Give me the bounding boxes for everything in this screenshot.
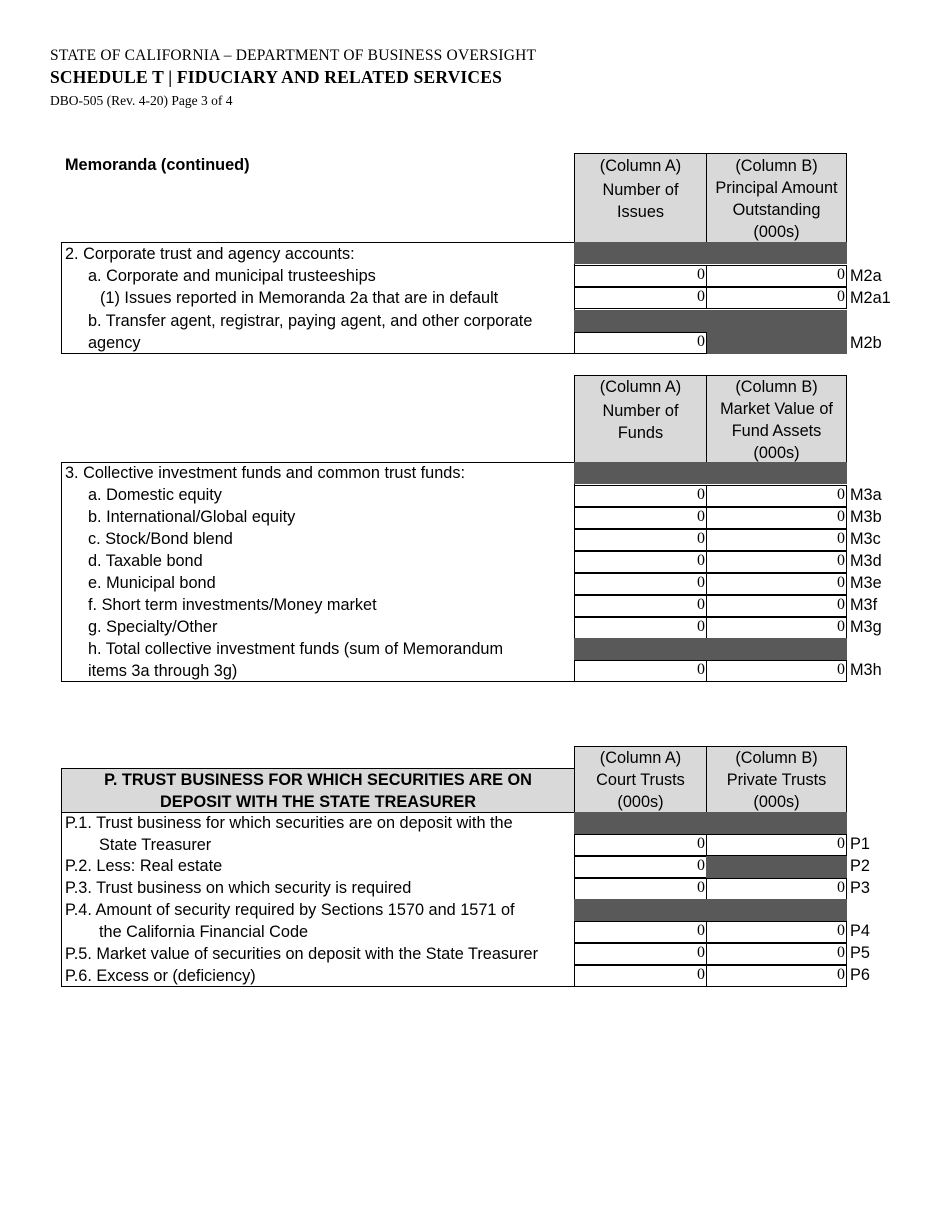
- input-P2-a[interactable]: 0: [574, 856, 707, 878]
- code-M3e: M3e: [850, 574, 882, 592]
- row-label-M2b-cont: agency: [88, 334, 141, 352]
- input-M3d-b[interactable]: 0: [706, 551, 847, 573]
- sec2-heading: 2. Corporate trust and agency accounts:: [65, 245, 355, 263]
- shaded-cell: [574, 310, 847, 332]
- row-label-M2a: a. Corporate and municipal trusteeships: [88, 267, 376, 285]
- input-M3c-a[interactable]: 0: [574, 529, 707, 551]
- row-label-P3: P.3. Trust business on which security is required: [65, 879, 412, 897]
- input-M3g-b[interactable]: 0: [706, 617, 847, 639]
- input-M3h-b[interactable]: 0: [706, 660, 847, 682]
- row-label-M3h: h. Total collective investment funds (sum of Memorandum: [88, 640, 504, 658]
- row-label-M3c: c. Stock/Bond blend: [88, 530, 233, 548]
- shaded-cell: [574, 638, 847, 660]
- col-b-header: (Column B) Principal Amount Outstanding (000s): [706, 153, 847, 243]
- row-label-P4-cont: the California Financial Code: [99, 923, 309, 941]
- row-label-P1: P.1. Trust business for which securities are on deposit with the: [65, 814, 513, 832]
- code-P6: P6: [850, 966, 870, 984]
- input-M3g-a[interactable]: 0: [574, 617, 707, 639]
- shaded-cell: [574, 899, 847, 921]
- input-M3c-b[interactable]: 0: [706, 529, 847, 551]
- code-M3f: M3f: [850, 596, 878, 614]
- code-P1: P1: [850, 835, 870, 853]
- agency-title: STATE OF CALIFORNIA – DEPARTMENT OF BUSINESS OVERSIGHT: [50, 47, 537, 64]
- input-P3-a[interactable]: 0: [574, 878, 707, 900]
- row-label-M3h-cont: items 3a through 3g): [88, 662, 238, 680]
- shaded-cell: [574, 242, 847, 264]
- row-label-P5: P.5. Market value of securities on deposit with the State Treasurer: [65, 945, 539, 963]
- shaded-cell: [574, 462, 847, 484]
- input-M3e-b[interactable]: 0: [706, 573, 847, 595]
- shaded-cell: [574, 812, 847, 834]
- code-M3h: M3h: [850, 661, 882, 679]
- row-label-M3b: b. International/Global equity: [88, 508, 296, 526]
- code-M3g: M3g: [850, 618, 882, 636]
- input-P1-a[interactable]: 0: [574, 834, 707, 856]
- input-P5-a[interactable]: 0: [574, 943, 707, 965]
- col-b-header: (Column B) Private Trusts (000s): [706, 746, 847, 813]
- row-label-P1-cont: State Treasurer: [99, 836, 212, 854]
- section-p-title: P. TRUST BUSINESS FOR WHICH SECURITIES ARE ON DEPOSIT WITH THE STATE TREASURER: [61, 768, 575, 813]
- code-P5: P5: [850, 944, 870, 962]
- col-b-header: (Column B) Market Value of Fund Assets (000s): [706, 375, 847, 463]
- shaded-cell: [706, 856, 847, 878]
- input-M2a1-b[interactable]: 0: [706, 287, 847, 309]
- input-P4-a[interactable]: 0: [574, 921, 707, 943]
- row-label-M3d: d. Taxable bond: [88, 552, 203, 570]
- input-M2a-a[interactable]: 0: [574, 265, 707, 287]
- input-M3h-a[interactable]: 0: [574, 660, 707, 682]
- code-P3: P3: [850, 879, 870, 897]
- code-P2: P2: [850, 857, 870, 875]
- form-number: DBO-505 (Rev. 4-20) Page 3 of 4: [50, 93, 233, 108]
- input-M3b-a[interactable]: 0: [574, 507, 707, 529]
- row-label-P4: P.4. Amount of security required by Sections 1570 and 1571 of: [65, 901, 515, 919]
- input-P1-b[interactable]: 0: [706, 834, 847, 856]
- input-M3d-a[interactable]: 0: [574, 551, 707, 573]
- code-M3b: M3b: [850, 508, 882, 526]
- input-P4-b[interactable]: 0: [706, 921, 847, 943]
- row-label-M2a1: (1) Issues reported in Memoranda 2a that are in default: [100, 289, 499, 307]
- col-a-header: (Column A) Number of Issues: [574, 153, 707, 243]
- sec3-heading: 3. Collective investment funds and common trust funds:: [65, 464, 465, 482]
- code-M3c: M3c: [850, 530, 881, 548]
- row-label-M3a: a. Domestic equity: [88, 486, 222, 504]
- input-P6-a[interactable]: 0: [574, 965, 707, 987]
- code-P4: P4: [850, 922, 870, 940]
- input-M2a1-a[interactable]: 0: [574, 287, 707, 309]
- code-M2a1: M2a1: [850, 289, 891, 307]
- row-label-P6: P.6. Excess or (deficiency): [65, 967, 256, 985]
- row-label-P2: P.2. Less: Real estate: [65, 857, 223, 875]
- col-a-header: (Column A) Number of Funds: [574, 375, 707, 463]
- shaded-cell: [706, 331, 847, 354]
- input-P3-b[interactable]: 0: [706, 878, 847, 900]
- input-M3f-a[interactable]: 0: [574, 595, 707, 617]
- col-a-header: (Column A) Court Trusts (000s): [574, 746, 707, 813]
- input-M3a-b[interactable]: 0: [706, 485, 847, 507]
- row-label-M3f: f. Short term investments/Money market: [88, 596, 377, 614]
- code-M3d: M3d: [850, 552, 882, 570]
- code-M3a: M3a: [850, 486, 882, 504]
- row-label-M3g: g. Specialty/Other: [88, 618, 218, 636]
- memoranda-title: Memoranda (continued): [65, 156, 250, 174]
- input-M2a-b[interactable]: 0: [706, 265, 847, 287]
- row-label-M3e: e. Municipal bond: [88, 574, 216, 592]
- input-M2b-a[interactable]: 0: [574, 332, 707, 354]
- input-P6-b[interactable]: 0: [706, 965, 847, 987]
- row-label-M2b: b. Transfer agent, registrar, paying agent, and other corporate: [88, 312, 533, 330]
- input-M3a-a[interactable]: 0: [574, 485, 707, 507]
- schedule-title: SCHEDULE T | FIDUCIARY AND RELATED SERVICES: [50, 67, 503, 87]
- input-M3f-b[interactable]: 0: [706, 595, 847, 617]
- input-P5-b[interactable]: 0: [706, 943, 847, 965]
- input-M3e-a[interactable]: 0: [574, 573, 707, 595]
- code-M2b: M2b: [850, 334, 882, 352]
- code-M2a: M2a: [850, 267, 882, 285]
- input-M3b-b[interactable]: 0: [706, 507, 847, 529]
